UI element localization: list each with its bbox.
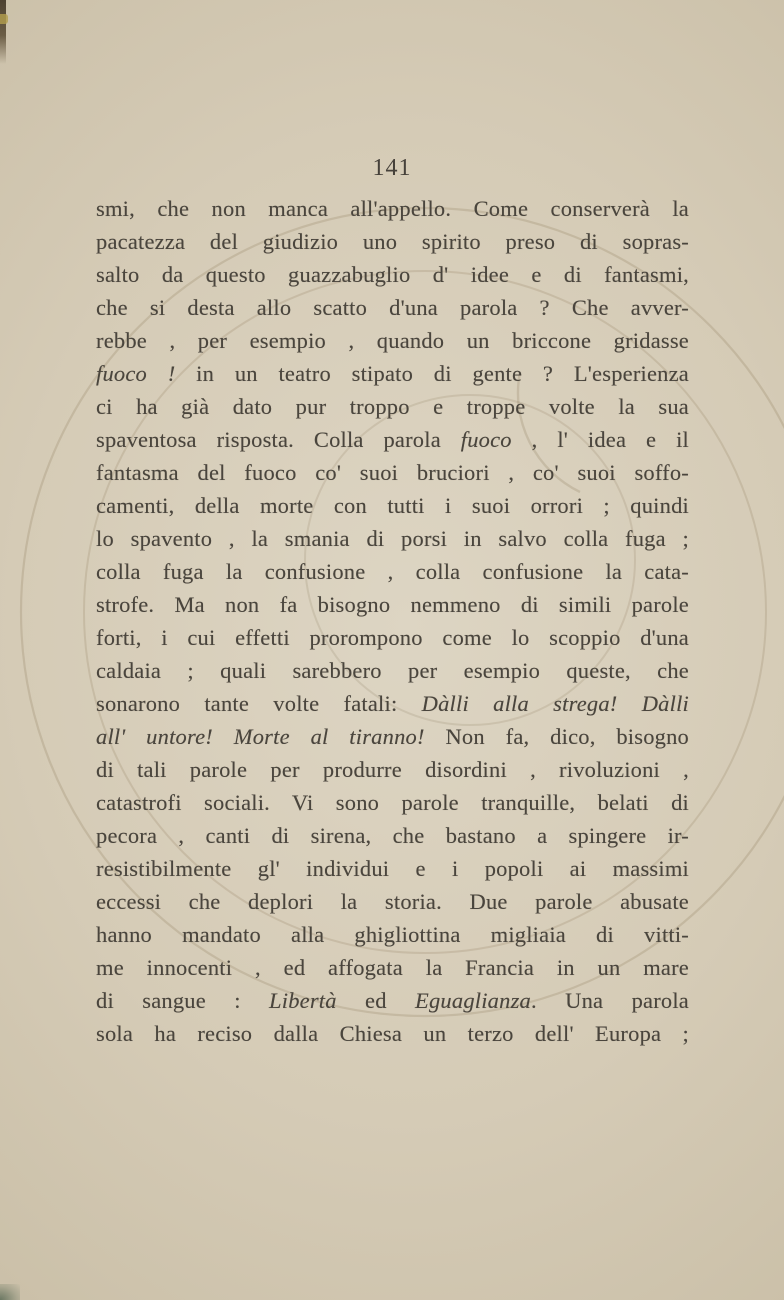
text-segment: forti, i cui effetti prorompono come lo scoppio d'una	[96, 625, 689, 650]
text-segment: sola ha reciso dalla Chiesa un terzo dell' Europa ;	[96, 1021, 689, 1046]
text-segment: me innocenti , ed affogata la Francia in un mare	[96, 955, 689, 980]
text-segment: . Una parola	[530, 988, 689, 1013]
text-segment: resistibilmente gl' individui e i popoli ai massimi	[96, 856, 689, 881]
text-segment: di tali parole per produrre disordini , rivoluzioni ,	[96, 757, 689, 782]
text-line	[96, 456, 689, 489]
text-segment: ed	[336, 988, 416, 1013]
text-segment: ci ha già dato pur troppo e troppe volte la sua	[96, 394, 689, 419]
text-segment: catastrofi sociali. Vi sono parole tranquille, belati di	[96, 790, 689, 815]
text-segment: Non fa, dico, bisogno	[424, 724, 689, 749]
photo-edge-artifact	[0, 0, 6, 64]
text-line	[96, 786, 689, 819]
text-line	[96, 225, 689, 258]
photo-edge-speck	[0, 14, 8, 24]
italic-text-segment: all' untore! Morte al tiranno!	[96, 724, 425, 749]
text-line	[96, 588, 689, 621]
text-line	[96, 654, 689, 687]
text-segment: camenti, della morte con tutti i suoi orrori ; quindi	[96, 493, 689, 518]
text-segment: eccessi che deplori la storia. Due parole abusate	[96, 889, 689, 914]
text-line	[96, 918, 689, 951]
text-segment: in un teatro stipato di gente ? L'esperienza	[175, 361, 689, 386]
text-line	[96, 489, 689, 522]
text-line	[96, 555, 689, 588]
text-segment: salto da questo guazzabuglio d' idee e di fantasmi,	[96, 262, 689, 287]
text-line	[96, 687, 689, 720]
text-line	[96, 885, 689, 918]
italic-text-segment: fuoco !	[96, 361, 176, 386]
text-segment: pecora , canti di sirena, che bastano a spingere ir-	[96, 823, 689, 848]
text-segment: lo spavento , la smania di porsi in salvo colla fuga ;	[96, 526, 689, 551]
text-segment: fantasma del fuoco co' suoi bruciori , co' suoi soffo-	[96, 460, 689, 485]
text-line	[96, 423, 689, 456]
text-line	[96, 258, 689, 291]
page-number: 141	[372, 155, 412, 181]
text-line	[96, 951, 689, 984]
text-segment: colla fuga la confusione , colla confusione la cata-	[96, 559, 689, 584]
text-segment: rebbe , per esempio , quando un briccone gridasse	[96, 328, 689, 353]
text-line	[96, 192, 689, 225]
text-line	[96, 324, 689, 357]
italic-text-segment: Dàlli alla strega! Dàlli	[421, 691, 689, 716]
page-text	[96, 192, 689, 1050]
text-line	[96, 522, 689, 555]
text-segment: smi, che non manca all'appello. Come conserverà la	[96, 196, 689, 221]
text-segment: spaventosa risposta. Colla parola	[96, 427, 461, 452]
text-segment: strofe. Ma non fa bisogno nemmeno di simili parole	[96, 592, 689, 617]
corner-smudge	[0, 1284, 20, 1300]
text-line	[96, 852, 689, 885]
text-line	[96, 753, 689, 786]
text-line	[96, 390, 689, 423]
text-segment: hanno mandato alla ghigliottina migliaia di vitti-	[96, 922, 689, 947]
text-segment: sonarono tante volte fatali:	[96, 691, 422, 716]
italic-text-segment: Libertà	[269, 988, 337, 1013]
text-segment: , l' idea e il	[511, 427, 689, 452]
text-line	[96, 720, 689, 753]
text-line	[96, 819, 689, 852]
text-line	[96, 984, 689, 1017]
italic-text-segment: fuoco	[460, 427, 512, 452]
text-line	[96, 621, 689, 654]
text-segment: di sangue :	[96, 988, 270, 1013]
text-segment: caldaia ; quali sarebbero per esempio queste, che	[96, 658, 689, 683]
text-segment: che si desta allo scatto d'una parola ? Che avver-	[96, 295, 689, 320]
text-line	[96, 291, 689, 324]
text-line	[96, 357, 689, 390]
text-segment: pacatezza del giudizio uno spirito preso di sopras-	[96, 229, 689, 254]
italic-text-segment: Eguaglianza	[415, 988, 531, 1013]
text-line	[96, 1017, 689, 1050]
